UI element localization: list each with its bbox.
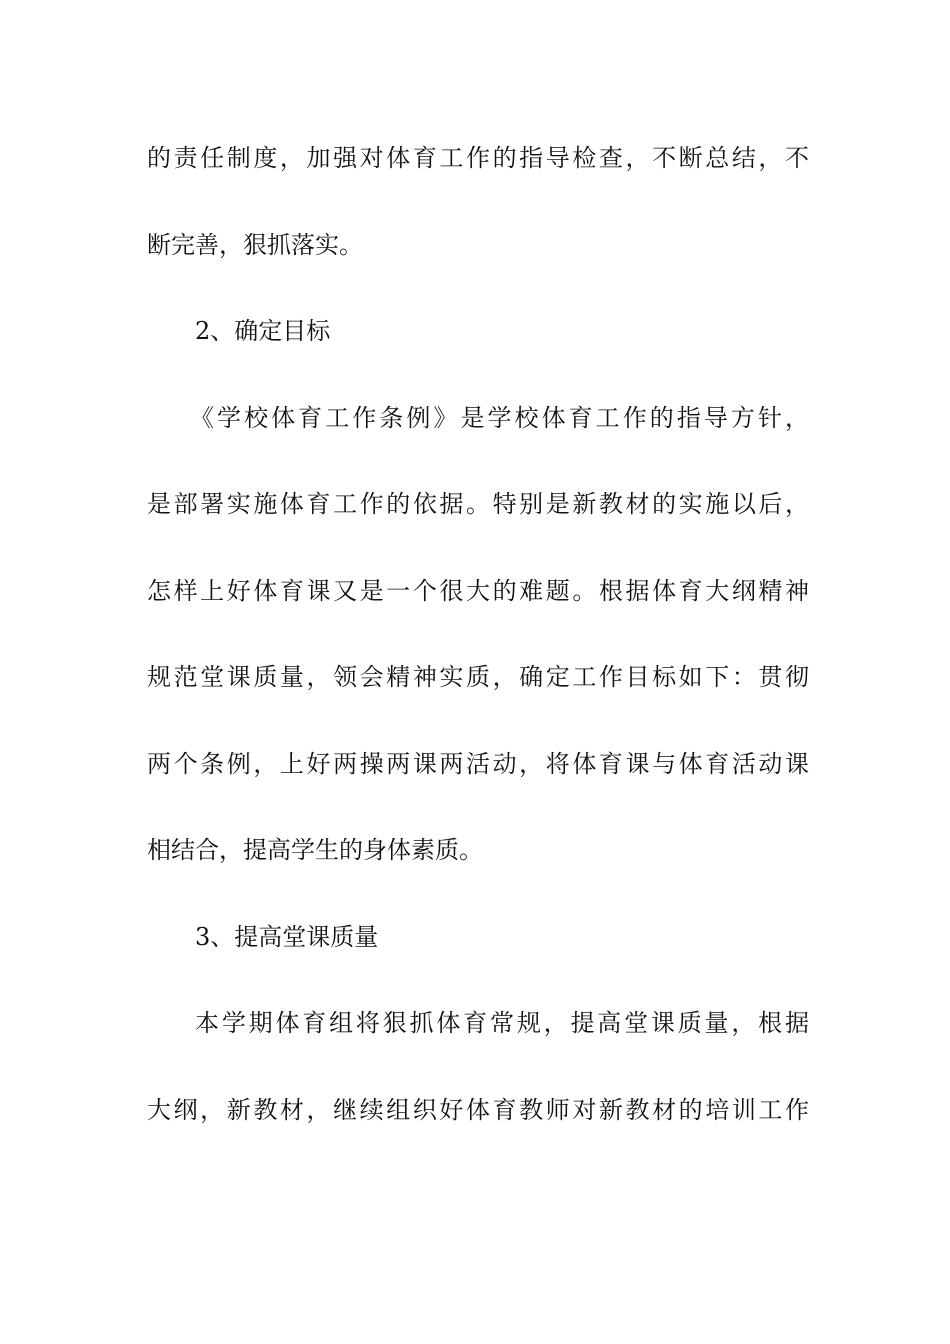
paragraph-line: 的责任制度，加强对体育工作的指导检查，不断总结，不 xyxy=(147,144,809,172)
paragraph-line: 断完善，狠抓落实。 xyxy=(147,231,363,259)
paragraph-line: 《学校体育工作条例》是学校体育工作的指导方针， xyxy=(190,404,809,432)
paragraph-line: 本学期体育组将狠抓体育常规，提高堂课质量，根据 xyxy=(195,1009,809,1037)
section-heading: 2、确定目标 xyxy=(195,317,331,345)
paragraph-line: 两个条例，上好两操两课两活动，将体育课与体育活动课 xyxy=(147,750,809,778)
paragraph-line: 大纲，新教材，继续组织好体育教师对新教材的培训工作 xyxy=(147,1096,809,1124)
section-heading: 3、提高堂课质量 xyxy=(195,923,379,951)
paragraph-line: 规范堂课质量，领会精神实质，确定工作目标如下：贯彻 xyxy=(147,663,809,691)
paragraph-line: 相结合，提高学生的身体素质。 xyxy=(147,836,483,864)
paragraph-line: 是部署实施体育工作的依据。特别是新教材的实施以后， xyxy=(147,490,809,518)
paragraph-line: 怎样上好体育课又是一个很大的难题。根据体育大纲精神 xyxy=(147,577,809,605)
